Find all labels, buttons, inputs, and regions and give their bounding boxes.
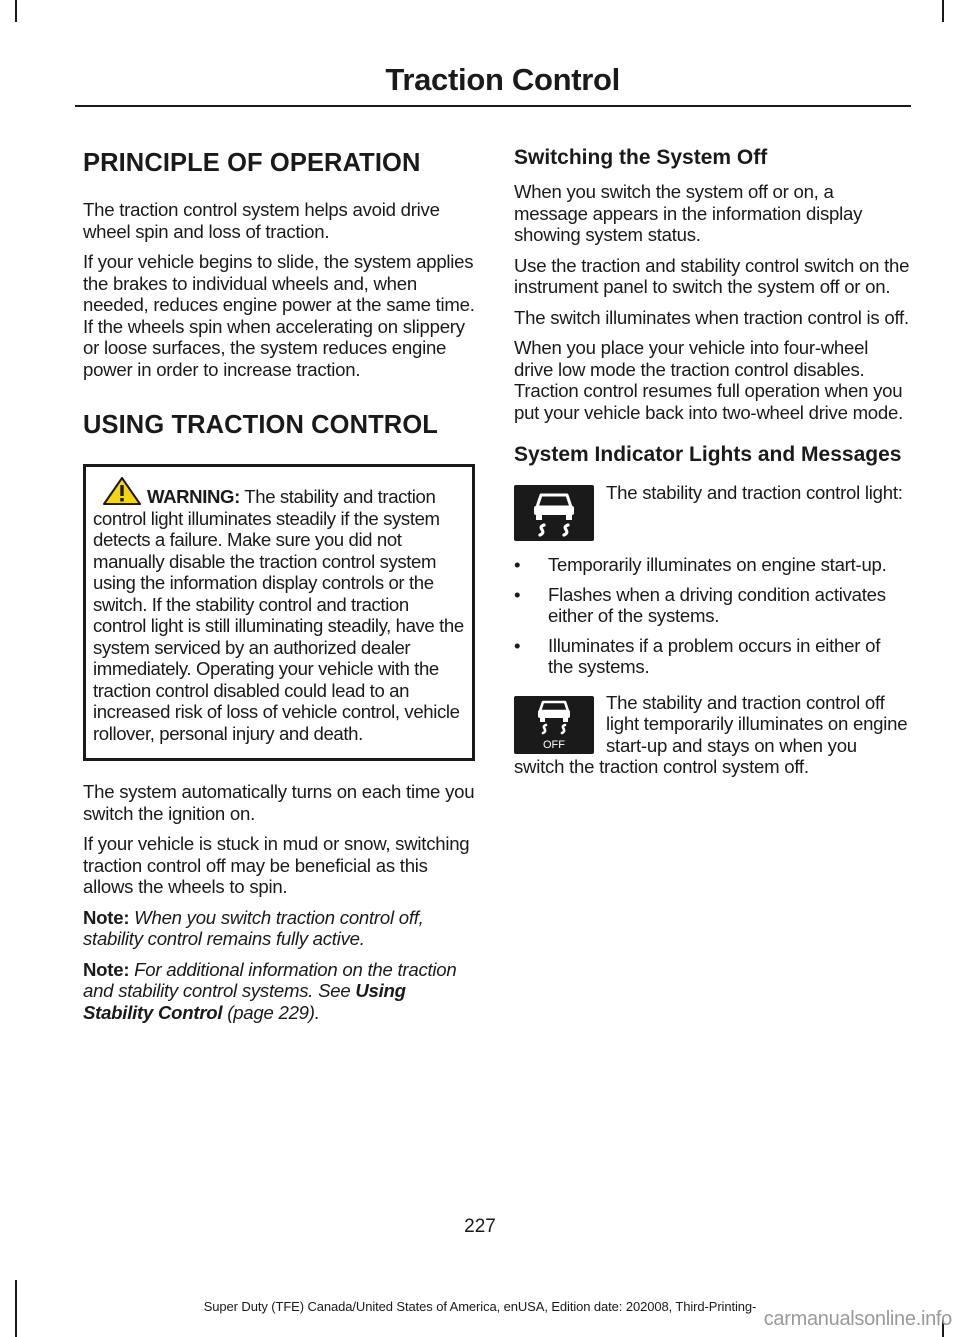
off-badge-text: OFF (543, 738, 565, 751)
paragraph: Use the traction and stability control switch on the instrument panel to switch the system off or on. (514, 254, 910, 297)
right-column (514, 146, 910, 778)
stability-traction-off-icon (514, 696, 594, 754)
note-text: For additional information on the traction and stability control systems. See (83, 958, 457, 1001)
page-title: Traction Control (385, 62, 620, 97)
watermark: carmanualsonline.info (763, 1308, 952, 1330)
indicator-off-text: The stability and traction control off light temporarily illuminates on engine start-up and stays on when you switch the traction control system off. (514, 691, 908, 777)
crop-mark (942, 0, 944, 22)
note-label: Note: (83, 958, 130, 980)
note-paragraph (83, 907, 475, 950)
warning-box (83, 464, 475, 761)
warning-triangle-icon (103, 477, 141, 505)
list-item: • Temporarily illuminates on engine start-up. (514, 554, 910, 576)
paragraph: If your vehicle is stuck in mud or snow, switching traction control off may be beneficial as this allows the wheels to spin. (83, 833, 470, 897)
page-number: 227 (464, 1216, 496, 1237)
header-divider (75, 105, 911, 107)
note-text: When you switch traction control off, stability control remains fully active. (83, 906, 424, 949)
subheading-indicator-lights: System Indicator Lights and Messages (514, 443, 902, 466)
note-label: Note: (83, 906, 130, 928)
list-item: • Flashes when a driving condition activates either of the systems. (514, 584, 910, 627)
indicator-bullet-list (514, 554, 910, 678)
indicator-text: The stability and traction control light: (606, 482, 903, 503)
paragraph: If your vehicle begins to slide, the system applies the brakes to individual wheels and, when needed, reduces engine power at the same time. If the wheels spin when accelerating on slippery or loose surfaces, the system reduces engine power in order to increase traction. (83, 251, 475, 380)
paragraph: The system automatically turns on each time you switch the ignition on. (83, 781, 475, 824)
warning-label: WARNING: (147, 486, 240, 507)
subheading-switching-off: Switching the System Off (514, 146, 768, 169)
list-item: • Illuminates if a problem occurs in either of the systems. (514, 635, 910, 678)
note-paragraph (83, 959, 475, 1024)
paragraph: The traction control system helps avoid drive wheel spin and loss of traction. (83, 199, 440, 242)
paragraph: When you switch the system off or on, a message appears in the information display showing system status. (514, 181, 863, 245)
footer-edition: Super Duty (TFE) Canada/United States of America, enUSA, Edition date: 202008, Third-Printing- (203, 1299, 757, 1314)
page-reference: (page 229). (222, 1001, 320, 1023)
cross-reference-link[interactable]: Using Stability Control (83, 980, 406, 1023)
paragraph: When you place your vehicle into four-wheel drive low mode the traction control disables. Traction control resumes full operation when you put your vehicle back into two-wheel drive mode. (514, 337, 904, 423)
paragraph: The switch illuminates when traction control is off. (514, 306, 909, 328)
crop-mark (15, 0, 17, 22)
warning-text: The stability and traction control light illuminates steadily if the system detects a failure. Make sure you did not manually disable the traction control system using the information display controls or the switch. If the stability control and traction control light is still illuminating steadily, have the system serviced by an authorized dealer immediately. Operating your vehicle with the traction control disabled could lead to an increased risk of loss of vehicle control, vehicle rollover, personal injury and death. (93, 486, 464, 744)
warning-paragraph (93, 477, 465, 744)
section-heading-principle: PRINCIPLE OF OPERATION (83, 149, 421, 177)
indicator-off-description (514, 692, 910, 778)
stability-traction-icon (514, 485, 594, 541)
indicator-description (514, 482, 910, 542)
section-heading-using: USING TRACTION CONTROL (83, 411, 438, 439)
left-column (83, 148, 475, 1032)
